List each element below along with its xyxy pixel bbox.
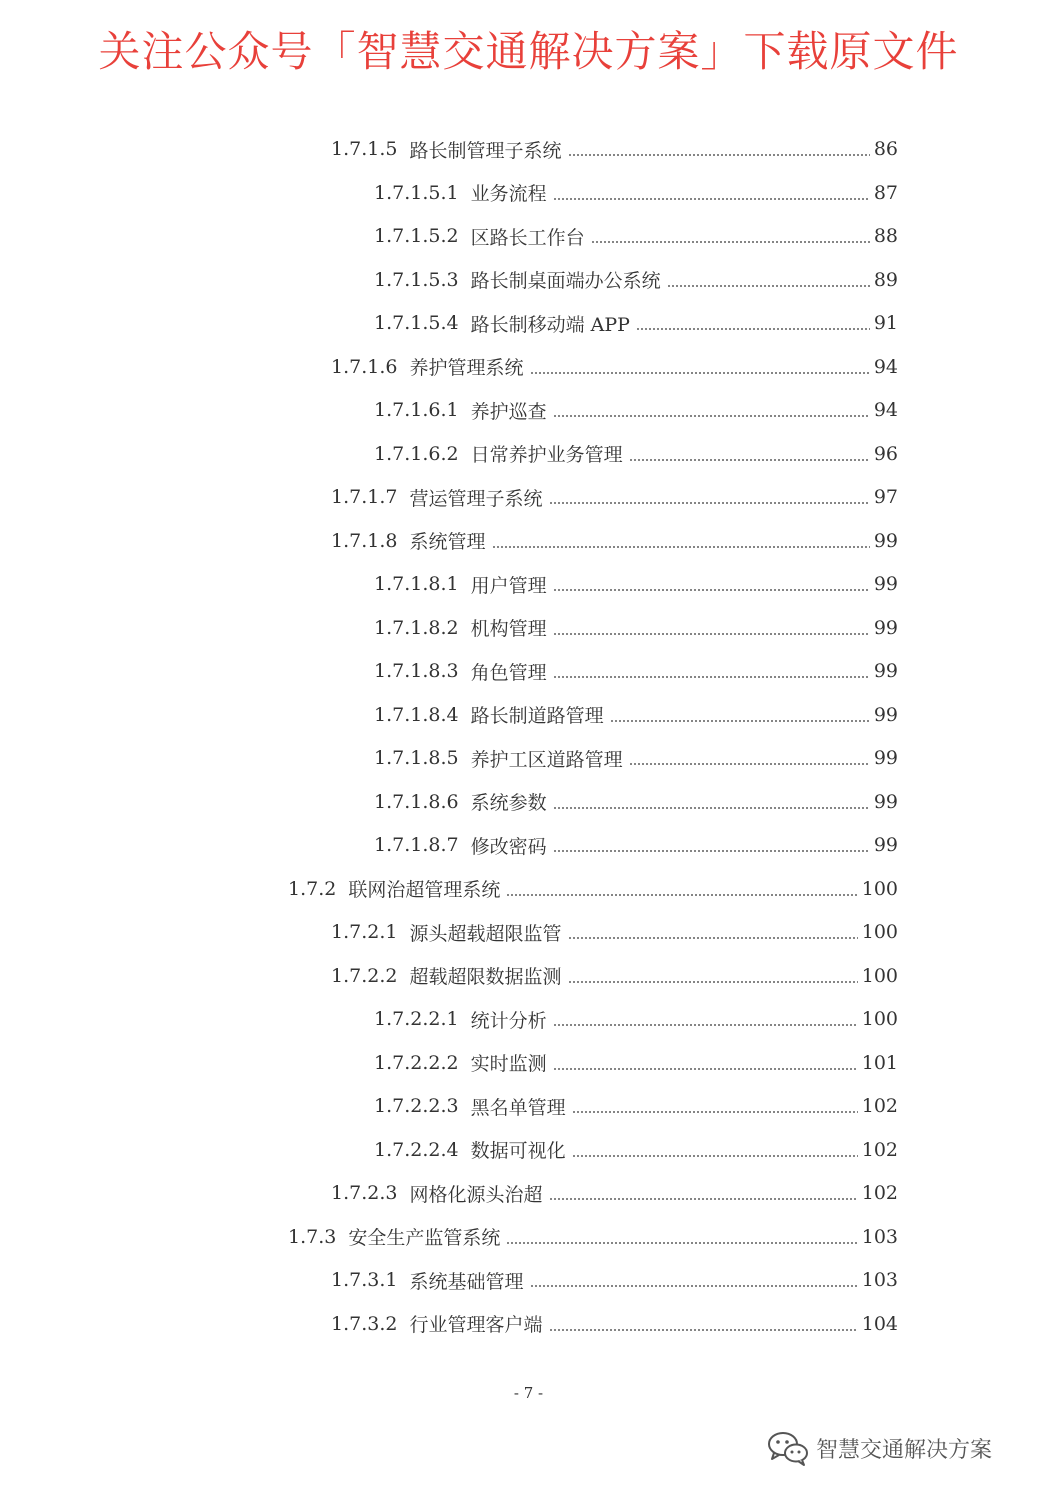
download-banner: 关注公众号「智慧交通解决方案」下载原文件 bbox=[98, 27, 959, 76]
toc-entry[interactable] bbox=[374, 736, 898, 780]
toc-entry-title: 养护工区道路管理 bbox=[470, 748, 623, 771]
toc-entry-number: 1.7.2.2.4 bbox=[374, 1138, 459, 1161]
toc-entry-number: 1.7.1.8.5 bbox=[374, 747, 459, 769]
toc-entry[interactable] bbox=[374, 301, 898, 345]
toc-dot-leader bbox=[553, 589, 870, 591]
toc-entry-page: 102 bbox=[861, 1095, 898, 1117]
toc-entry-page: 99 bbox=[873, 573, 898, 595]
toc-entry-page: 101 bbox=[861, 1051, 898, 1074]
toc-dot-leader bbox=[549, 502, 870, 504]
toc-entry-number: 1.7.2.2.2 bbox=[374, 1051, 459, 1074]
toc-dot-leader bbox=[568, 154, 870, 156]
toc-dot-leader bbox=[591, 241, 870, 243]
toc-dot-leader bbox=[553, 676, 870, 678]
toc-entry-page: 100 bbox=[861, 877, 898, 900]
toc-entry-page: 99 bbox=[873, 790, 898, 813]
toc-entry-number: 1.7.1.8.7 bbox=[374, 834, 459, 856]
toc-dot-leader bbox=[553, 1068, 858, 1070]
toc-dot-leader bbox=[553, 198, 870, 200]
toc-entry-title: 区路长工作台 bbox=[470, 226, 585, 249]
toc-entry-title: 系统基础管理 bbox=[409, 1270, 524, 1293]
toc-entry-number: 1.7.1.5.2 bbox=[374, 225, 459, 247]
toc-entry[interactable] bbox=[331, 1171, 898, 1215]
toc-entry-page: 94 bbox=[873, 399, 898, 421]
toc-entry-number: 1.7.1.8.2 bbox=[374, 616, 459, 639]
toc-entry[interactable] bbox=[374, 388, 898, 432]
toc-entry[interactable] bbox=[374, 432, 898, 476]
toc-entry-page: 88 bbox=[873, 225, 898, 247]
toc-entry[interactable] bbox=[374, 649, 898, 693]
toc-dot-leader bbox=[553, 633, 870, 635]
toc-entry-page: 103 bbox=[861, 1225, 898, 1248]
toc-entry-number: 1.7.3.2 bbox=[331, 1312, 398, 1335]
toc-entry-page: 94 bbox=[873, 355, 898, 378]
toc-entry-number: 1.7.3 bbox=[288, 1225, 337, 1248]
toc-entry-page: 99 bbox=[873, 747, 898, 769]
toc-entry[interactable] bbox=[374, 171, 898, 215]
toc-entry-title: 路长制道路管理 bbox=[470, 705, 604, 727]
toc-dot-leader bbox=[667, 285, 870, 287]
toc-entry-title: 联网治超管理系统 bbox=[348, 879, 501, 901]
toc-entry[interactable] bbox=[374, 1128, 898, 1172]
toc-entry-number: 1.7.1.5.4 bbox=[374, 312, 459, 334]
toc-entry[interactable] bbox=[331, 954, 898, 998]
wechat-icon bbox=[766, 1428, 810, 1468]
toc-entry-number: 1.7.1.6.1 bbox=[374, 399, 459, 421]
toc-dot-leader bbox=[506, 894, 857, 896]
toc-dot-leader bbox=[549, 1329, 858, 1331]
toc-entry-page: 97 bbox=[873, 486, 898, 508]
toc-entry-title: 日常养护业务管理 bbox=[470, 444, 623, 466]
toc-entry-title: 用户管理 bbox=[470, 574, 547, 597]
toc-dot-leader bbox=[568, 981, 858, 983]
toc-entry[interactable] bbox=[374, 997, 898, 1041]
toc-entry-page: 100 bbox=[861, 1008, 898, 1030]
toc-entry-title: 安全生产监管系统 bbox=[348, 1227, 501, 1249]
toc-entry-page: 102 bbox=[861, 1138, 898, 1161]
toc-entry-page: 91 bbox=[873, 312, 898, 334]
toc-entry[interactable] bbox=[374, 214, 898, 258]
toc-entry-page: 89 bbox=[873, 268, 898, 291]
toc-dot-leader bbox=[530, 372, 870, 374]
toc-entry[interactable] bbox=[374, 780, 898, 824]
toc-entry-title: 行业管理客户端 bbox=[409, 1314, 543, 1336]
toc-entry-page: 99 bbox=[873, 616, 898, 639]
toc-entry[interactable] bbox=[374, 562, 898, 606]
watermark-text: 智慧交通解决方案 bbox=[816, 1437, 993, 1463]
toc-entry-title: 系统参数 bbox=[470, 792, 547, 814]
toc-entry[interactable] bbox=[331, 1302, 898, 1346]
toc-entry-number: 1.7.1.8.1 bbox=[374, 573, 459, 595]
toc-entry-title: 路长制桌面端办公系统 bbox=[470, 270, 661, 292]
toc-entry-title: 路长制移动端 APP bbox=[470, 313, 630, 336]
toc-entry[interactable] bbox=[331, 475, 898, 519]
toc-entry-title: 统计分析 bbox=[470, 1009, 547, 1032]
toc-dot-leader bbox=[506, 1242, 857, 1244]
toc-dot-leader bbox=[610, 720, 870, 722]
toc-entry-page: 96 bbox=[873, 442, 898, 465]
toc-entry-page: 104 bbox=[861, 1312, 898, 1335]
toc-entry-title: 网格化源头治超 bbox=[409, 1183, 543, 1206]
toc-entry-page: 102 bbox=[861, 1182, 898, 1204]
toc-entry-number: 1.7.1.6.2 bbox=[374, 442, 459, 465]
toc-dot-leader bbox=[549, 1198, 858, 1200]
toc-entry-title: 超载超限数据监测 bbox=[409, 966, 562, 988]
toc-entry-page: 99 bbox=[873, 834, 898, 856]
toc-entry-title: 黑名单管理 bbox=[470, 1096, 566, 1119]
toc-entry[interactable] bbox=[374, 823, 898, 867]
toc-entry-number: 1.7.2 bbox=[288, 877, 337, 900]
toc-entry[interactable] bbox=[374, 258, 898, 302]
toc-entry-title: 路长制管理子系统 bbox=[409, 139, 562, 162]
toc-dot-leader bbox=[553, 415, 870, 417]
toc-dot-leader bbox=[629, 459, 870, 461]
toc-dot-leader bbox=[572, 1155, 858, 1157]
toc-entry-page: 99 bbox=[873, 529, 898, 552]
toc-entry-page: 87 bbox=[873, 181, 898, 204]
toc-entry-number: 1.7.2.2.1 bbox=[374, 1008, 459, 1030]
toc-entry-title: 角色管理 bbox=[470, 661, 547, 684]
toc-entry[interactable] bbox=[374, 1041, 898, 1085]
toc-entry-title: 源头超载超限监管 bbox=[409, 922, 562, 945]
toc-entry-number: 1.7.1.8.3 bbox=[374, 660, 459, 682]
toc-entry-page: 99 bbox=[873, 703, 898, 726]
toc-dot-leader bbox=[553, 850, 870, 852]
toc-entry[interactable] bbox=[331, 345, 898, 389]
toc-entry[interactable] bbox=[331, 519, 898, 563]
toc-entry-page: 100 bbox=[861, 921, 898, 943]
toc-entry[interactable] bbox=[374, 606, 898, 650]
toc-dot-leader bbox=[530, 1285, 858, 1287]
toc-dot-leader bbox=[636, 328, 870, 330]
toc-entry-title: 修改密码 bbox=[470, 835, 547, 858]
toc-entry-number: 1.7.2.2 bbox=[331, 964, 398, 987]
toc-entry[interactable] bbox=[331, 910, 898, 954]
toc-entry-number: 1.7.1.8 bbox=[331, 529, 398, 552]
toc-entry-title: 养护管理系统 bbox=[409, 357, 524, 379]
toc-entry-title: 营运管理子系统 bbox=[409, 487, 543, 510]
page-number: - 7 - bbox=[513, 1384, 544, 1402]
toc-dot-leader bbox=[492, 546, 870, 548]
toc-entry-title: 养护巡查 bbox=[470, 400, 547, 423]
toc-entry[interactable] bbox=[331, 1258, 898, 1302]
toc-dot-leader bbox=[568, 937, 858, 939]
toc-entry-number: 1.7.1.8.6 bbox=[374, 790, 459, 813]
toc-entry-number: 1.7.1.5.3 bbox=[374, 268, 459, 291]
toc-entry-number: 1.7.1.5 bbox=[331, 138, 398, 160]
toc-entry-page: 86 bbox=[873, 138, 898, 160]
toc-entry-title: 系统管理 bbox=[409, 531, 486, 553]
toc-entry[interactable] bbox=[331, 127, 898, 171]
toc-dot-leader bbox=[629, 763, 870, 765]
toc-entry-number: 1.7.2.2.3 bbox=[374, 1095, 459, 1117]
toc-entry-title: 业务流程 bbox=[470, 183, 547, 205]
toc-entry-number: 1.7.1.8.4 bbox=[374, 703, 459, 726]
toc-dot-leader bbox=[553, 1024, 858, 1026]
wechat-watermark bbox=[766, 1428, 992, 1468]
toc-entry-number: 1.7.1.7 bbox=[331, 486, 398, 508]
toc-dot-leader bbox=[553, 807, 870, 809]
toc-entry[interactable] bbox=[374, 1084, 898, 1128]
toc-entry-number: 1.7.1.5.1 bbox=[374, 181, 459, 204]
toc-entry-page: 99 bbox=[873, 660, 898, 682]
toc-entry[interactable] bbox=[288, 1215, 898, 1259]
toc-dot-leader bbox=[572, 1111, 858, 1113]
toc-entry-title: 数据可视化 bbox=[470, 1140, 566, 1162]
toc-entry-number: 1.7.2.3 bbox=[331, 1182, 398, 1204]
toc-entry-number: 1.7.1.6 bbox=[331, 355, 398, 378]
toc-entry[interactable] bbox=[374, 693, 898, 737]
toc-entry-title: 机构管理 bbox=[470, 618, 547, 640]
toc-entry-page: 103 bbox=[861, 1269, 898, 1291]
toc-entry-number: 1.7.2.1 bbox=[331, 921, 398, 943]
toc-entry[interactable] bbox=[288, 867, 898, 911]
toc-entry-page: 100 bbox=[861, 964, 898, 987]
toc-entry-title: 实时监测 bbox=[470, 1053, 547, 1075]
toc-entry-number: 1.7.3.1 bbox=[331, 1269, 398, 1291]
